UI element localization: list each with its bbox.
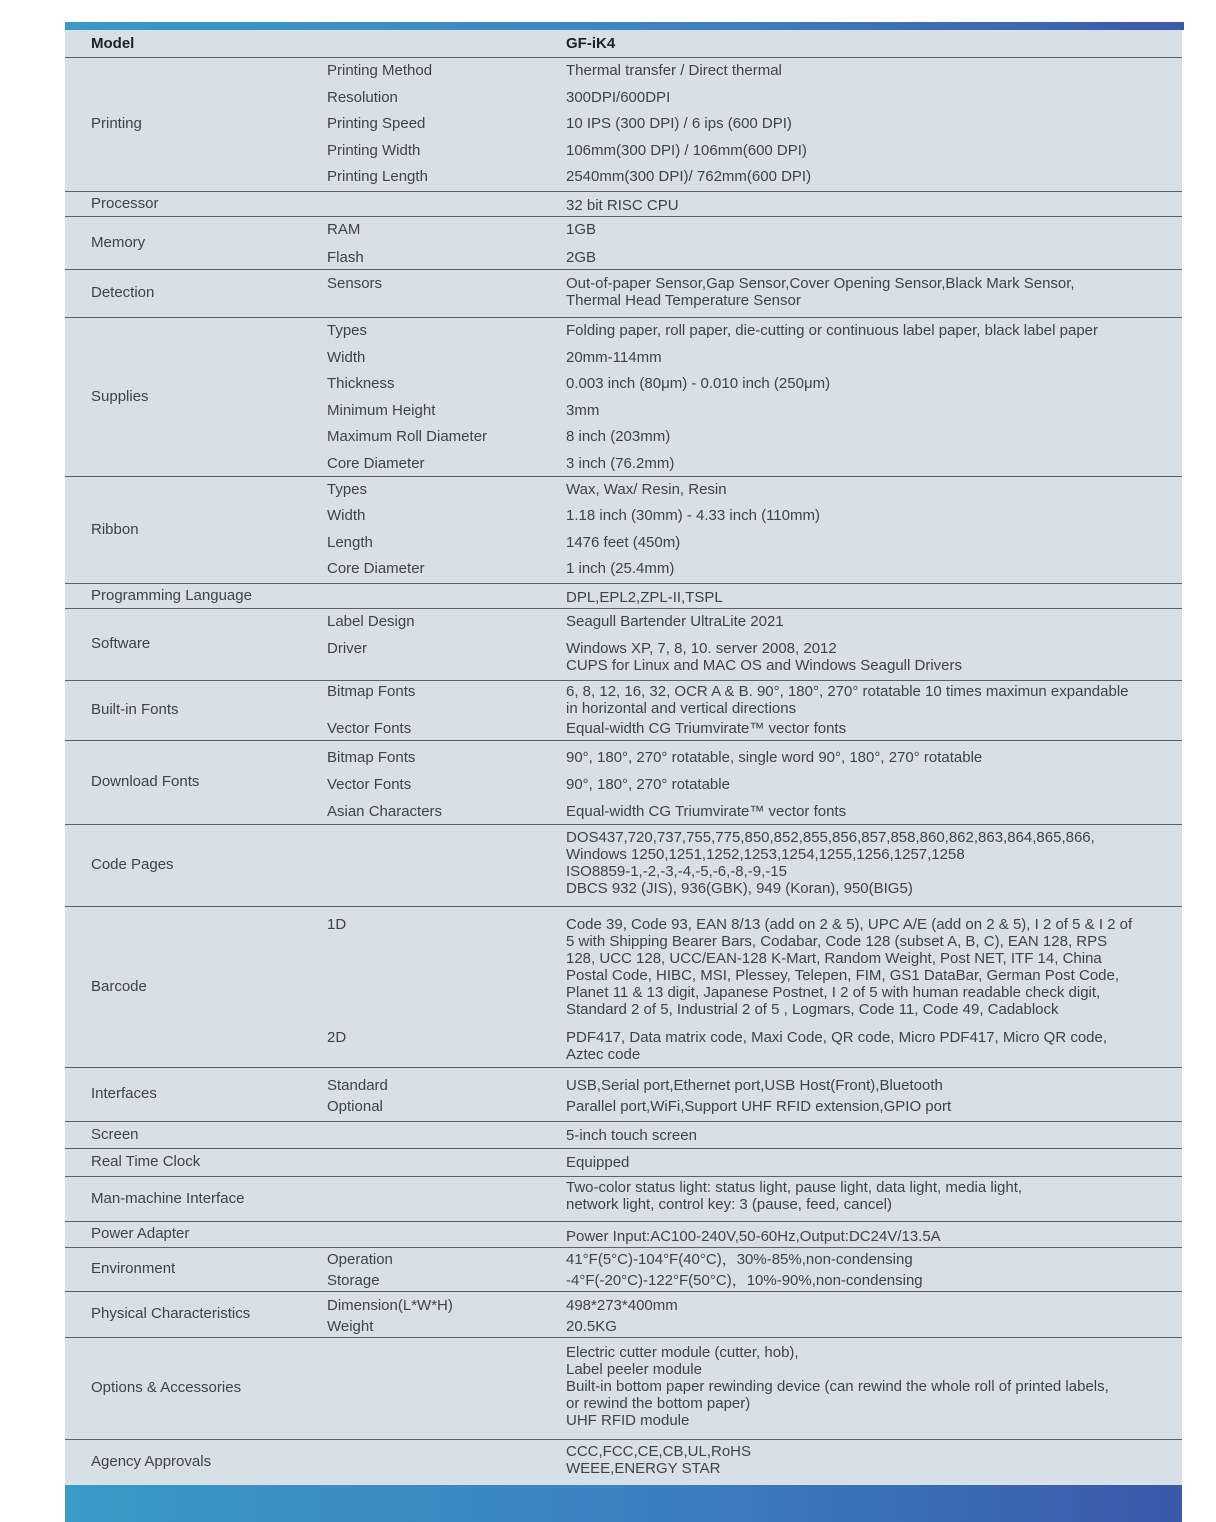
- row-sub-label: Printing Speed: [327, 115, 426, 132]
- row-category: Programming Language: [91, 587, 252, 604]
- row-value: Equal-width CG Triumvirate™ vector fonts: [566, 803, 847, 820]
- row-value: 498*273*400mm: [566, 1297, 678, 1314]
- row-value: USB,Serial port,Ethernet port,USB Host(Front),Bluetooth: [566, 1077, 943, 1094]
- row-value: Folding paper, roll paper, die-cutting or continuous label paper, black label paper: [566, 322, 1099, 339]
- table-row: [65, 1177, 1182, 1222]
- row-category: Physical Characteristics: [91, 1305, 251, 1322]
- row-sub-label: Asian Characters: [327, 803, 443, 820]
- row-category: Code Pages: [91, 856, 174, 873]
- table-header-row: [65, 30, 1182, 58]
- row-category: Power Adapter: [91, 1225, 190, 1242]
- table-row: [65, 192, 1182, 217]
- row-value: Windows XP, 7, 8, 10. server 2008, 2012 CUPS for Linux and MAC OS and Windows Seagull Drivers: [566, 640, 962, 674]
- table-row: [65, 1248, 1182, 1292]
- row-value: 90°, 180°, 270° rotatable, single word 90°, 180°, 270° rotatable: [566, 749, 983, 766]
- table-row: [65, 1292, 1182, 1338]
- row-value: 3mm: [566, 402, 600, 419]
- row-value: 2540mm(300 DPI)/ 762mm(600 DPI): [566, 168, 812, 185]
- row-category: Interfaces: [91, 1085, 157, 1102]
- table-row: [65, 1068, 1182, 1122]
- bottom-accent-bar: [65, 1485, 1182, 1522]
- row-category: Printing: [91, 115, 142, 132]
- row-category: Options & Accessories: [91, 1379, 242, 1396]
- row-value: 1476 feet (450m): [566, 534, 681, 551]
- row-value: 20mm-114mm: [566, 349, 662, 366]
- row-sub-label: Core Diameter: [327, 455, 425, 472]
- row-value: 2GB: [566, 249, 597, 266]
- row-sub-label: Vector Fonts: [327, 720, 412, 737]
- row-value: Wax, Wax/ Resin, Resin: [566, 481, 727, 498]
- table-row: [65, 1222, 1182, 1248]
- row-sub-label: Optional: [327, 1098, 383, 1115]
- row-sub-label: Printing Method: [327, 62, 433, 79]
- row-value: -4°F(-20°C)-122°F(50°C)，10%-90%,non-condensing: [566, 1272, 923, 1289]
- row-value: Seagull Bartender UltraLite 2021: [566, 613, 784, 630]
- row-value: 1GB: [566, 221, 597, 238]
- row-sub-label: Length: [327, 534, 373, 551]
- row-sub-label: Minimum Height: [327, 402, 436, 419]
- row-sub-label: Flash: [327, 249, 364, 266]
- row-sub-label: Printing Length: [327, 168, 428, 185]
- table-row: [65, 217, 1182, 270]
- row-category: Software: [91, 635, 151, 652]
- row-value: Equal-width CG Triumvirate™ vector fonts: [566, 720, 847, 737]
- row-sub-label: Core Diameter: [327, 560, 425, 577]
- row-sub-label: Bitmap Fonts: [327, 749, 416, 766]
- row-category: Environment: [91, 1260, 176, 1277]
- row-sub-label: Thickness: [327, 375, 395, 392]
- row-value: 8 inch (203mm): [566, 428, 671, 445]
- row-value: Equipped: [566, 1154, 630, 1171]
- row-sub-label: Bitmap Fonts: [327, 683, 416, 700]
- row-category: Built-in Fonts: [91, 701, 179, 718]
- row-sub-label: Standard: [327, 1077, 388, 1094]
- row-sub-label: Width: [327, 507, 366, 524]
- top-accent-bar: [65, 22, 1184, 30]
- row-value: CCC,FCC,CE,CB,UL,RoHS WEEE,ENERGY STAR: [566, 1443, 752, 1477]
- row-category: Detection: [91, 284, 155, 301]
- table-row: [65, 907, 1182, 1068]
- row-value: 41°F(5°C)-104°F(40°C)，30%-85%,non-condensing: [566, 1251, 913, 1268]
- row-sub-label: Resolution: [327, 89, 398, 106]
- header-label: Model: [91, 35, 135, 52]
- table-row: [65, 477, 1182, 584]
- row-sub-label: Sensors: [327, 275, 383, 292]
- row-value: 3 inch (76.2mm): [566, 455, 675, 472]
- row-value: 300DPI/600DPI: [566, 89, 671, 106]
- row-value: Two-color status light: status light, pause light, data light, media light, network light, control key: 3 (pause, feed, cancel): [566, 1179, 1023, 1213]
- row-value: 5-inch touch screen: [566, 1127, 697, 1144]
- table-row: [65, 58, 1182, 192]
- row-value: 106mm(300 DPI) / 106mm(600 DPI): [566, 142, 807, 159]
- table-row: [65, 270, 1182, 318]
- row-value: 32 bit RISC CPU: [566, 197, 679, 214]
- table-row: [65, 741, 1182, 825]
- table-row: [65, 681, 1182, 741]
- row-value: 6, 8, 12, 16, 32, OCR A & B. 90°, 180°, 270° rotatable 10 times maximun expandable in horizontal and vertical directions: [566, 683, 1129, 717]
- row-sub-label: Weight: [327, 1318, 374, 1335]
- row-sub-label: Printing Width: [327, 142, 421, 159]
- table-row: [65, 825, 1182, 907]
- row-value: Code 39, Code 93, EAN 8/13 (add on 2 & 5), UPC A/E (add on 2 & 5), I 2 of 5 & I 2 of 5 with Shipping Bearer Bars, Codabar, Code 128 (subset A, B, C), EAN 128, RPS 128, UCC 128, UCC/EAN-128 K-Mart, Random Weight, Post NET, ITF 14, China Postal Code, HIBC, MSI, Plessey, Telepen, FIM, GS1 DataBar, German Post Code, Planet 11 & 13 digit, Japanese Postnet, I 2 of 5 with human readable check digit, Standard 2 of 5, Industrial 2 of 5 , Logmars, Code 11, Code 49, Cadablock: [566, 916, 1133, 1018]
- row-sub-label: Types: [327, 481, 368, 498]
- row-sub-label: RAM: [327, 221, 361, 238]
- table-row: [65, 1149, 1182, 1177]
- row-value: DOS437,720,737,755,775,850,852,855,856,857,858,860,862,863,864,865,866, Windows 1250,1251,1252,1253,1254,1255,1256,1257,1258 ISO8859-1,-2,-3,-4,-5,-6,-8,-9,-15 DBCS 932 (JIS), 936(GBK), 949 (Koran), 950(BIG5): [566, 829, 1095, 897]
- row-value: Thermal transfer / Direct thermal: [566, 62, 782, 79]
- row-category: Barcode: [91, 978, 147, 995]
- row-category: Processor: [91, 195, 159, 212]
- row-value: DPL,EPL2,ZPL-II,TSPL: [566, 589, 723, 606]
- table-row: [65, 1122, 1182, 1149]
- table-row: [65, 1440, 1182, 1485]
- row-value: 1 inch (25.4mm): [566, 560, 675, 577]
- row-value: PDF417, Data matrix code, Maxi Code, QR code, Micro PDF417, Micro QR code, Aztec code: [566, 1029, 1108, 1063]
- row-value: Electric cutter module (cutter, hob), Label peeler module Built-in bottom paper rewinding device (can rewind the whole roll of printed labels, or rewind the bottom paper) UHF RFID module: [566, 1344, 1109, 1429]
- row-sub-label: Driver: [327, 640, 367, 657]
- table-row: [65, 584, 1182, 609]
- row-category: Screen: [91, 1126, 139, 1143]
- row-category: Ribbon: [91, 521, 139, 538]
- row-sub-label: Width: [327, 349, 366, 366]
- row-category: Real Time Clock: [91, 1153, 201, 1170]
- row-value: 1.18 inch (30mm) - 4.33 inch (110mm): [566, 507, 820, 524]
- row-sub-label: Vector Fonts: [327, 776, 412, 793]
- row-value: 20.5KG: [566, 1318, 617, 1335]
- row-sub-label: 1D: [327, 916, 347, 933]
- row-category: Download Fonts: [91, 773, 200, 790]
- row-sub-label: Dimension(L*W*H): [327, 1297, 453, 1314]
- header-model-value: GF-iK4: [566, 35, 616, 52]
- row-category: Supplies: [91, 388, 149, 405]
- row-value: Out-of-paper Sensor,Gap Sensor,Cover Opening Sensor,Black Mark Sensor, Thermal Head Temperature Sensor: [566, 275, 1075, 309]
- row-sub-label: Operation: [327, 1251, 393, 1268]
- row-sub-label: Maximum Roll Diameter: [327, 428, 488, 445]
- row-value: Power Input:AC100-240V,50-60Hz,Output:DC24V/13.5A: [566, 1228, 941, 1245]
- row-sub-label: 2D: [327, 1029, 347, 1046]
- row-sub-label: Storage: [327, 1272, 380, 1289]
- row-value: 0.003 inch (80μm) - 0.010 inch (250μm): [566, 375, 831, 392]
- table-row: [65, 1338, 1182, 1440]
- row-value: 90°, 180°, 270° rotatable: [566, 776, 730, 793]
- row-sub-label: Label Design: [327, 613, 415, 630]
- row-category: Agency Approvals: [91, 1453, 212, 1470]
- table-row: [65, 609, 1182, 681]
- row-value: Parallel port,WiFi,Support UHF RFID extension,GPIO port: [566, 1098, 952, 1115]
- row-category: Memory: [91, 234, 146, 251]
- row-sub-label: Types: [327, 322, 368, 339]
- row-category: Man-machine Interface: [91, 1190, 245, 1207]
- row-value: 10 IPS (300 DPI) / 6 ips (600 DPI): [566, 115, 792, 132]
- table-row: [65, 318, 1182, 477]
